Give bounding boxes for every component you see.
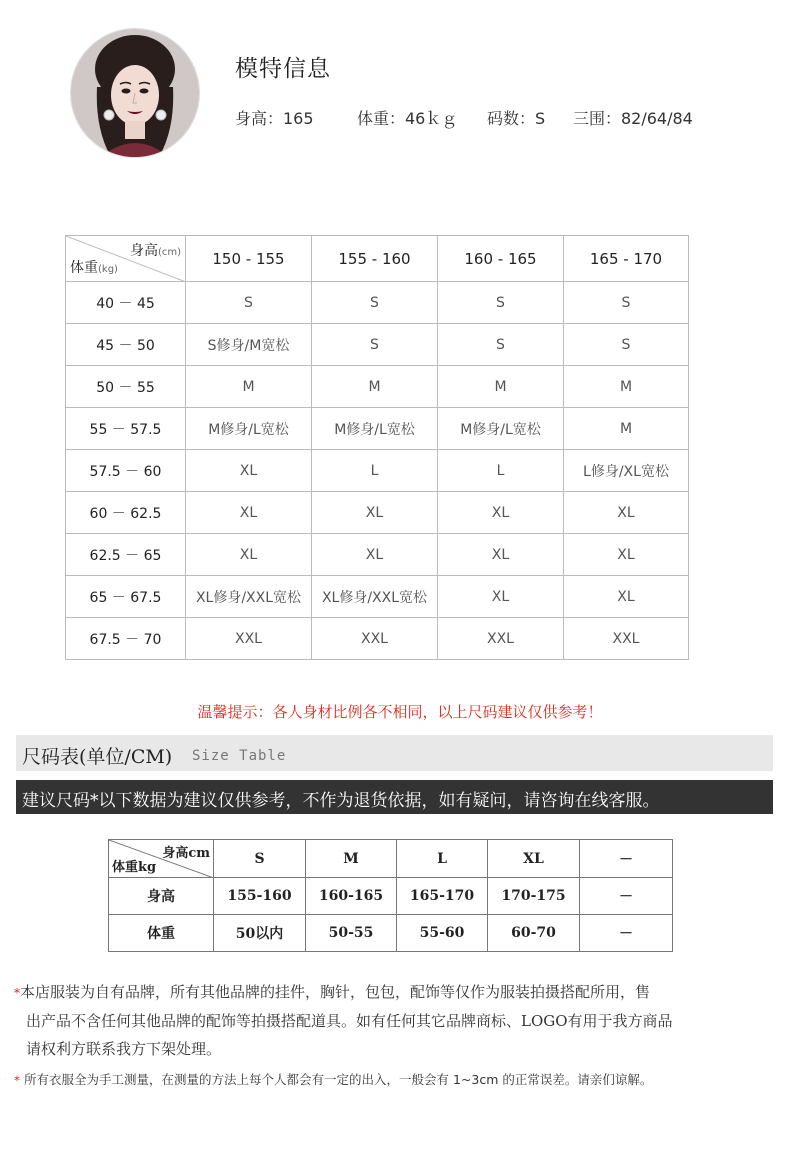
column-header: － [580, 840, 673, 878]
table-cell: M修身/L宽松 [312, 408, 438, 450]
row-header: 45 － 50 [66, 324, 186, 366]
brand-notice-line-2: 出产品不含任何其他品牌的配饰等拍摄搭配道具。如有任何其它品牌商标、LOGO有用于我方商品 [26, 1012, 673, 1030]
row-header: 身高 [109, 878, 214, 915]
table-row [66, 408, 689, 450]
table-cell: XXL [186, 618, 312, 660]
table-cell: M [186, 366, 312, 408]
column-header: L [397, 840, 488, 878]
table-cell: 60-70 [488, 915, 580, 952]
table-cell: 55-60 [397, 915, 488, 952]
row-header: 50 － 55 [66, 366, 186, 408]
table-cell: 50-55 [306, 915, 397, 952]
table-cell: XXL [438, 618, 564, 660]
corner-height-label: 身高 [129, 243, 158, 259]
table-cell: － [580, 915, 673, 952]
asterisk-icon: * [14, 986, 20, 1000]
table-cell: XL修身/XXL宽松 [312, 576, 438, 618]
table-row [66, 450, 689, 492]
corner-weight-unit: (kg) [98, 264, 118, 275]
model-portrait-image [71, 29, 199, 157]
row-header: 67.5 － 70 [66, 618, 186, 660]
model-size: 码数：S [487, 109, 546, 128]
row-header: 40 － 45 [66, 282, 186, 324]
table-cell: M [438, 366, 564, 408]
size-measurement-table [108, 839, 673, 952]
model-avatar [70, 28, 200, 158]
table-row [109, 878, 673, 915]
table-cell: S [564, 324, 689, 366]
table-cell: XL [438, 576, 564, 618]
row-header: 62.5 － 65 [66, 534, 186, 576]
table-cell: XL [312, 492, 438, 534]
row-header: 57.5 － 60 [66, 450, 186, 492]
size-table-title: 尺码表(单位/CM) [22, 746, 173, 768]
asterisk-icon: * [14, 1073, 20, 1088]
table-cell: XL [186, 450, 312, 492]
table-cell: 165-170 [397, 878, 488, 915]
table-cell: S [312, 282, 438, 324]
table-cell: XXL [564, 618, 689, 660]
brand-notice-line-1: 本店服装为自有品牌，所有其他品牌的挂件，胸针，包包，配饰等仅作为服装拍摄搭配所用，售 [20, 983, 651, 1001]
table-row [66, 366, 689, 408]
table-cell: XXL [312, 618, 438, 660]
table-cell: S [186, 282, 312, 324]
column-header: 165 - 170 [564, 236, 689, 282]
brand-notice-line-3: 请权利方联系我方下架处理。 [26, 1040, 222, 1058]
table-cell: S [564, 282, 689, 324]
measurement-notice-text: 所有衣服全为手工测量，在测量的方法上每个人都会有一定的出入，一般会有 1~3cm 的正常误差。请亲们谅解。 [23, 1072, 653, 1087]
table-cell: 155-160 [214, 878, 306, 915]
model-info-title: 模特信息 [235, 56, 331, 82]
table-cell: S [438, 282, 564, 324]
table-row [109, 915, 673, 952]
table-row [66, 534, 689, 576]
table-row [66, 324, 689, 366]
table-cell: M修身/L宽松 [438, 408, 564, 450]
table-row [66, 576, 689, 618]
model-height: 身高：165 [235, 109, 314, 128]
table-cell: XL [564, 492, 689, 534]
table-cell: XL [438, 534, 564, 576]
table-cell: S修身/M宽松 [186, 324, 312, 366]
warm-tip: 温馨提示：各人身材比例各不相同，以上尺码建议仅供参考！ [197, 703, 603, 721]
size-recommendation-table [65, 235, 689, 660]
table-cell: M修身/L宽松 [186, 408, 312, 450]
corner-height-label: 身高cm [162, 846, 210, 861]
row-header: 60 － 62.5 [66, 492, 186, 534]
table-row [66, 282, 689, 324]
column-header: 150 - 155 [186, 236, 312, 282]
corner-height-unit: (cm) [157, 247, 181, 258]
row-header: 65 － 67.5 [66, 576, 186, 618]
model-stats [235, 106, 693, 129]
table-cell: L [312, 450, 438, 492]
table-cell: L [438, 450, 564, 492]
model-weight: 体重：46ｋｇ [357, 109, 458, 128]
table-cell: 160-165 [306, 878, 397, 915]
corner-header-cell [66, 236, 186, 282]
table-header-row [66, 236, 689, 282]
table-cell: L修身/XL宽松 [564, 450, 689, 492]
table-cell: XL [564, 576, 689, 618]
table-cell: 170-175 [488, 878, 580, 915]
table-cell: XL [186, 492, 312, 534]
column-header: 160 - 165 [438, 236, 564, 282]
corner-weight-label: 体重 [70, 260, 98, 276]
table-cell: M [564, 366, 689, 408]
corner-weight-label: 体重kg [112, 860, 157, 875]
column-header: XL [488, 840, 580, 878]
table-cell: － [580, 878, 673, 915]
table-cell: M [312, 366, 438, 408]
column-header: S [214, 840, 306, 878]
table-row [66, 492, 689, 534]
row-header: 体重 [109, 915, 214, 952]
corner-header-cell [109, 840, 214, 878]
table-cell: S [438, 324, 564, 366]
table-cell: XL修身/XXL宽松 [186, 576, 312, 618]
column-header: M [306, 840, 397, 878]
table-cell: 50以内 [214, 915, 306, 952]
table-row [66, 618, 689, 660]
row-header: 55 － 57.5 [66, 408, 186, 450]
table-header-row [109, 840, 673, 878]
measurement-notice [14, 1066, 774, 1095]
table-cell: XL [186, 534, 312, 576]
table-cell: M [564, 408, 689, 450]
table-cell: XL [438, 492, 564, 534]
table-cell: S [312, 324, 438, 366]
brand-notice [14, 978, 774, 1063]
model-bust: 三围：82/64/84 [573, 109, 693, 128]
size-table-banner-text: 建议尺码*以下数据为建议仅供参考，不作为退货依据，如有疑问，请咨询在线客服。 [22, 791, 660, 811]
size-table-title-en: Size Table [192, 748, 287, 764]
table-cell: XL [312, 534, 438, 576]
table-cell: XL [564, 534, 689, 576]
column-header: 155 - 160 [312, 236, 438, 282]
